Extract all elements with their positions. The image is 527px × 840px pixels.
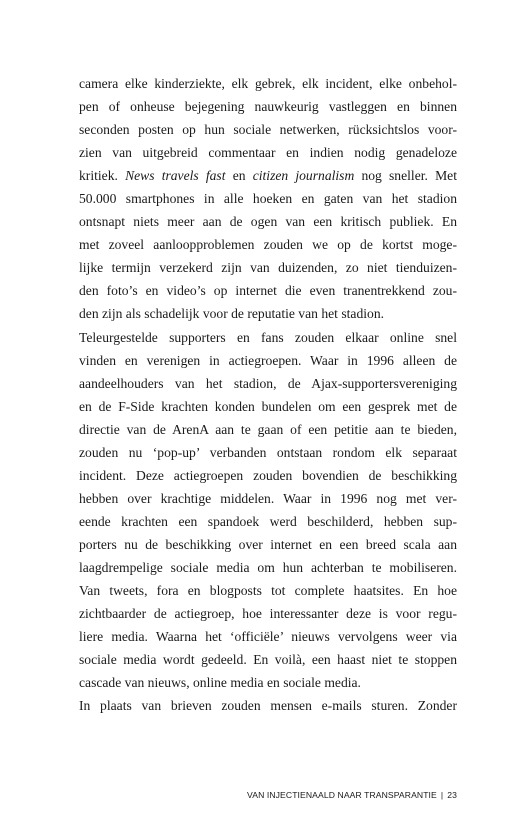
text-segment: zichtbaarder de actiegroep, hoe interessanter deze is voor regu- (79, 606, 457, 622)
text-segment: ontsnapt niets meer aan de ogen van een kritisch publiek. En (79, 214, 457, 230)
text-segment: den foto’s en video’s op internet die even tranentrekkend zou- (79, 283, 457, 299)
text-segment: en de F-Side krachten konden bundelen om een gesprek met de (79, 398, 457, 414)
text-line (79, 533, 457, 556)
text-segment: Van tweets, fora en blogposts tot complete haatsites. En hoe (79, 583, 457, 599)
text-segment: pen of onheuse bejegening nauwkeurig vastleggen en binnen (79, 99, 457, 115)
text-line (79, 418, 457, 441)
text-line (79, 441, 457, 464)
text-segment: 50.000 smartphones in alle hoeken en gaten van het stadion (79, 191, 457, 207)
text-segment: lijke termijn verzekerd zijn van duizenden, zo niet tienduizen- (79, 260, 457, 276)
text-segment: zien van uitgebreid commentaar en indien nodig genadeloze (79, 145, 457, 161)
text-segment: laagdrempelige sociale media om hun achterban te mobiliseren. (79, 559, 457, 575)
text-line (79, 95, 457, 118)
text-segment: directie van de ArenA aan te gaan of een petitie aan te bieden, (79, 421, 457, 437)
page-number: 23 (447, 790, 457, 800)
body-text (79, 72, 457, 717)
text-segment: den zijn als schadelijk voor de reputatie van het stadion. (79, 306, 385, 322)
text-line (79, 602, 457, 625)
text-segment: nog sneller. Met (354, 168, 457, 184)
text-line (79, 648, 457, 671)
text-line (79, 326, 457, 349)
text-segment: Teleurgestelde supporters en fans zouden elkaar online snel (79, 329, 457, 345)
text-segment: liere media. Waarna het ‘officiële’ nieuws vervolgens weer via (79, 629, 457, 645)
running-title: VAN INJECTIENAALD NAAR TRANSPARANTIE (247, 790, 437, 800)
text-line (79, 510, 457, 533)
page-footer (247, 790, 457, 800)
footer-separator: | (440, 790, 444, 800)
text-line (79, 372, 457, 395)
text-line (79, 141, 457, 164)
text-line (79, 164, 457, 187)
text-segment: camera elke kinderziekte, elk gebrek, elk incident, elke onbehol- (79, 76, 457, 91)
text-segment: sociale media wordt gedeeld. En voilà, een haast niet te stoppen (79, 652, 457, 668)
text-line (79, 349, 457, 372)
text-line (79, 694, 457, 717)
text-line (79, 210, 457, 233)
italic-phrase: News travels fast (125, 168, 226, 184)
text-segment: cascade van nieuws, online media en sociale media. (79, 675, 361, 691)
text-segment: incident. Deze actiegroepen zouden bovendien de beschikking (79, 467, 457, 483)
text-line (79, 233, 457, 256)
text-line (79, 671, 457, 694)
text-line (79, 279, 457, 302)
text-line (79, 625, 457, 648)
text-line (79, 395, 457, 418)
text-segment: met zoveel aanloopproblemen zouden we op de kortst moge- (79, 237, 457, 253)
text-segment: aandeelhouders van het stadion, de Ajax-supportersvereniging (79, 375, 457, 391)
text-line (79, 556, 457, 579)
text-line (79, 487, 457, 510)
text-segment: seconden posten op hun sociale netwerken, rücksichtslos voor- (79, 122, 457, 138)
text-line (79, 302, 457, 325)
text-line (79, 72, 457, 95)
text-line (79, 118, 457, 141)
text-segment: vinden en verenigen in actiegroepen. Waar in 1996 alleen de (79, 352, 457, 368)
text-line (79, 579, 457, 602)
text-segment: kritiek. (79, 168, 126, 184)
text-line (79, 187, 457, 210)
text-line (79, 256, 457, 279)
text-segment: In plaats van brieven zouden mensen e-mails sturen. Zonder (79, 698, 457, 714)
text-segment: hebben over krachtige middelen. Waar in 1996 nog met ver- (79, 490, 457, 506)
text-segment: zouden nu ‘pop-up’ verbanden ontstaan rondom elk separaat (79, 444, 457, 460)
text-segment: en (225, 168, 253, 184)
text-segment: eende krachten een spandoek werd beschilderd, hebben sup- (79, 513, 457, 529)
italic-phrase: citizen journalism (252, 168, 355, 184)
text-segment: porters nu de beschikking over internet en een breed scala aan (79, 536, 457, 552)
text-line (79, 464, 457, 487)
